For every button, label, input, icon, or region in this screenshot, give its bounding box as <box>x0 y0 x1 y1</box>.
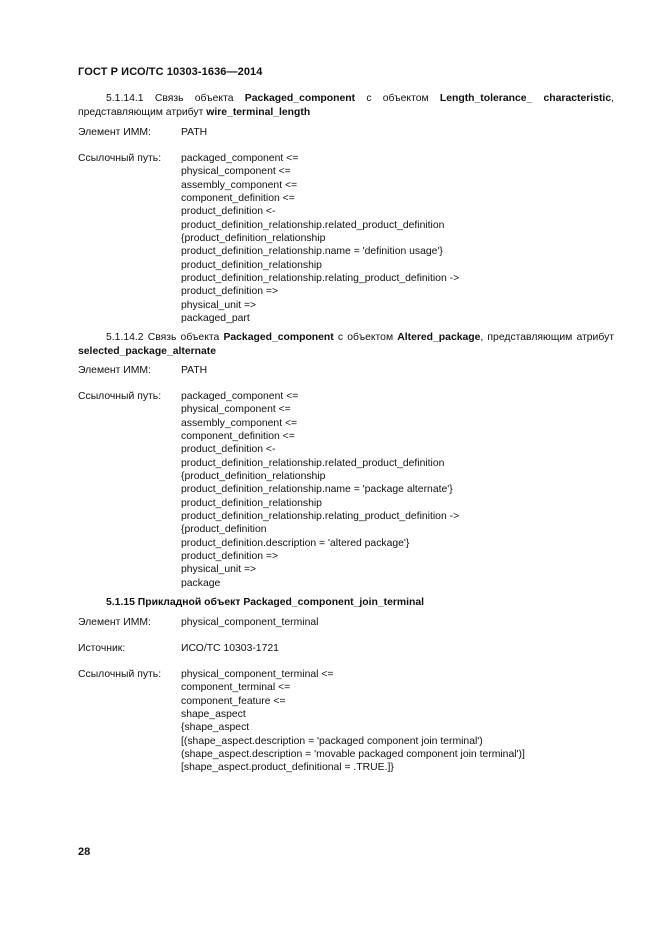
path-line: product_definition_relationship <box>181 497 322 509</box>
path-line: assembly_component <= <box>181 179 298 191</box>
section-5-1-15-heading: 5.1.15 Прикладной объект Packaged_component_join_terminal <box>106 597 425 608</box>
path-line: product_definition <- <box>181 206 276 218</box>
path-line: packaged_component <= <box>181 391 299 402</box>
entity-name: Packaged_component <box>244 93 356 104</box>
page-number: 28 <box>78 846 91 858</box>
path-line: [(shape_aspect.description = 'packaged component join terminal') <box>181 735 483 747</box>
path-line: packaged_component <= <box>181 153 299 164</box>
source-label: Источник: <box>78 643 126 654</box>
paragraph-number: 5.1.14.1 <box>106 93 144 104</box>
paragraph-number: 5.1.14.2 <box>106 332 144 343</box>
path-line: {product_definition_relationship <box>181 471 326 483</box>
path-line: physical_component_terminal <= <box>181 669 334 680</box>
path-line: assembly_component <= <box>181 417 298 429</box>
path-line: [shape_aspect.product_definitional = .TRUE.]} <box>181 762 394 774</box>
element-label: Элемент ИММ: <box>78 617 151 628</box>
path-line: product_definition => <box>181 551 279 563</box>
path-line: product_definition_relationship.name = 'definition usage'} <box>181 246 443 258</box>
element-value: PATH <box>181 127 208 138</box>
entity-name: Length_tolerance_ characteristic <box>439 93 612 104</box>
path-line: physical_unit => <box>181 564 257 576</box>
entity-name: Packaged_component <box>223 332 334 343</box>
section-5-1-14-1-paragraph: 5.1.14.1 Связь объекта Packaged_component с объектом Length_tolerance_ characteristic, представляющим атрибут wire_terminal_length <box>78 93 614 118</box>
path-line: physical_component <= <box>181 166 291 178</box>
path-label: Ссылочный путь: <box>78 669 162 680</box>
path-label: Ссылочный путь: <box>78 153 162 164</box>
path-line: package <box>181 577 221 589</box>
page-header: ГОСТ Р ИСО/ТС 10303-1636—2014 <box>78 66 263 78</box>
reference-path-list <box>181 390 459 590</box>
element-label: Элемент ИММ: <box>78 365 151 376</box>
path-label: Ссылочный путь: <box>78 391 162 402</box>
section-5-1-14-2-paragraph: 5.1.14.2 Связь объекта Packaged_component с объектом Altered_package, представляющим атрибут selected_package_alternate <box>78 332 615 357</box>
path-line: {shape_aspect <box>181 722 250 734</box>
reference-path-list <box>181 668 525 775</box>
path-line: product_definition_relationship.name = 'package alternate'} <box>181 484 453 496</box>
path-line: packaged_part <box>181 313 250 325</box>
path-line: product_definition_relationship.relating_product_definition -> <box>181 273 460 285</box>
path-line: product_definition_relationship.relating_product_definition -> <box>181 511 460 523</box>
path-line: product_definition_relationship <box>181 259 322 271</box>
path-line: {product_definition <box>181 524 267 536</box>
path-line: component_terminal <= <box>181 682 291 694</box>
path-line: (shape_aspect.description = 'movable packaged component join terminal')] <box>181 749 525 761</box>
path-line: product_definition.description = 'altered package'} <box>181 537 410 549</box>
element-value: physical_component_terminal <box>181 617 319 628</box>
path-line: shape_aspect <box>181 709 246 721</box>
path-line: component_definition <= <box>181 431 295 443</box>
source-value: ИСО/ТС 10303-1721 <box>181 643 279 654</box>
path-line: {product_definition_relationship <box>181 233 326 245</box>
path-line: product_definition_relationship.related_product_definition <box>181 457 445 469</box>
path-line: product_definition_relationship.related_product_definition <box>181 219 445 231</box>
path-line: product_definition => <box>181 286 279 298</box>
path-line: component_definition <= <box>181 193 295 205</box>
entity-name: Altered_package <box>397 332 481 343</box>
path-line: product_definition <- <box>181 444 276 456</box>
element-value: PATH <box>181 365 208 376</box>
attribute-name: wire_terminal_length <box>206 107 311 118</box>
element-label: Элемент ИММ: <box>78 127 151 138</box>
attribute-name: selected_package_alternate <box>78 346 217 357</box>
path-line: physical_component <= <box>181 404 291 416</box>
path-line: component_feature <= <box>181 695 286 707</box>
reference-path-list <box>181 152 459 325</box>
path-line: physical_unit => <box>181 299 257 311</box>
